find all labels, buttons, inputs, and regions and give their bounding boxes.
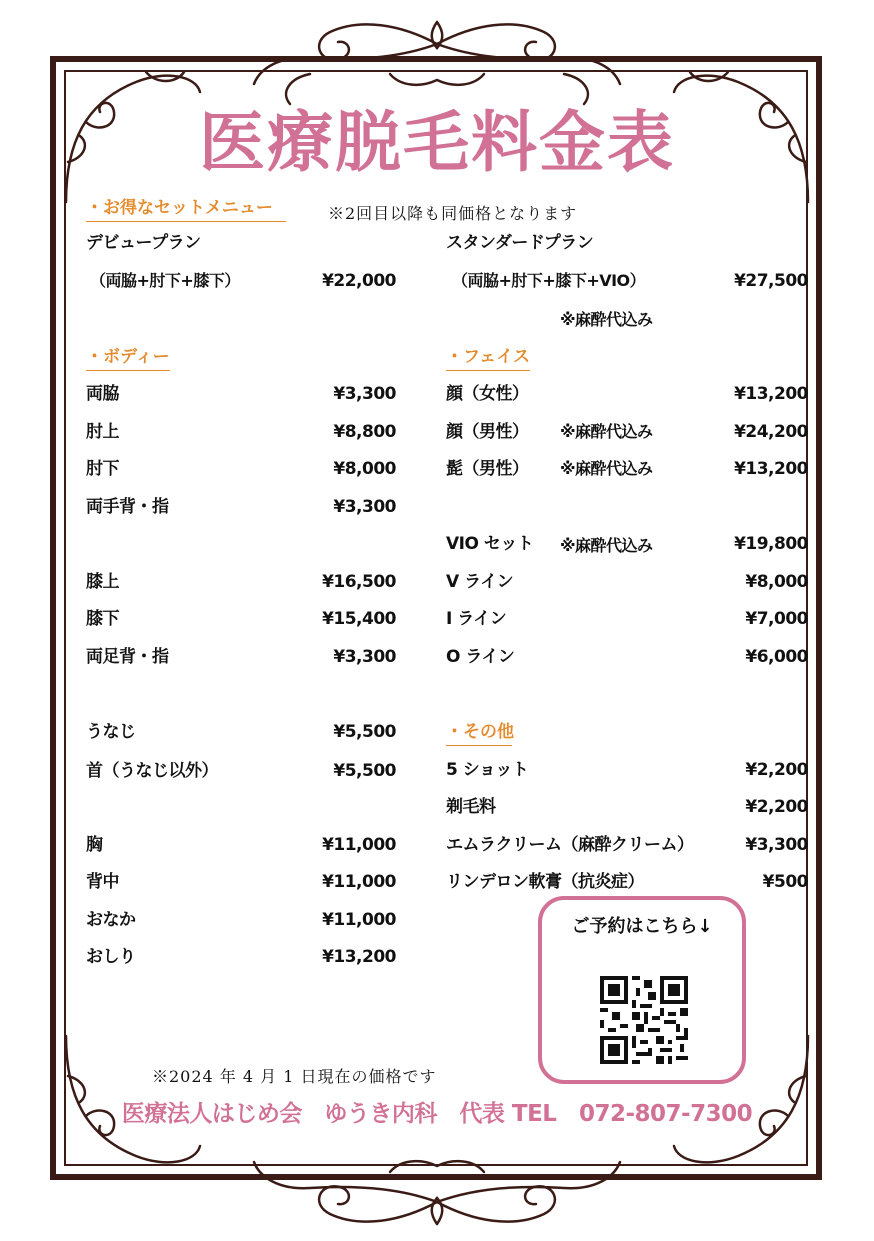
face-item-price: ¥6,000	[745, 647, 808, 667]
price-date-footnote: ※2024 年 4 月 1 日現在の価格です	[152, 1067, 437, 1086]
bottom-ornament	[250, 1132, 624, 1232]
set-debut-name: デビュープラン	[86, 233, 201, 253]
other-item-name: 剃毛料	[446, 797, 496, 817]
other-item-price: ¥2,200	[745, 797, 808, 817]
set-standard-price: ¥27,500	[734, 271, 808, 291]
set-standard-detail: （両脇+肘下+膝下+VIO）	[452, 271, 646, 290]
body-item-price: ¥5,500	[333, 761, 396, 781]
top-ornament	[250, 14, 624, 114]
qr-code-icon[interactable]	[600, 976, 688, 1064]
body-item-name: 肘下	[86, 459, 119, 479]
section-header-other: ・その他	[446, 721, 512, 746]
body-item-name: おしり	[86, 947, 136, 967]
face-item-price: ¥13,200	[734, 384, 808, 404]
reservation-label: ご予約はこちら↓	[571, 916, 713, 937]
body-item-price: ¥16,500	[322, 572, 396, 592]
body-item-price: ¥13,200	[322, 947, 396, 967]
body-item-name: うなじ	[86, 722, 136, 742]
set-debut-price: ¥22,000	[322, 271, 396, 291]
other-item-name: リンデロン軟膏（抗炎症）	[446, 872, 644, 892]
body-item-name: 両脇	[86, 384, 119, 404]
body-item-price: ¥8,800	[333, 422, 396, 442]
body-item-name: 首（うなじ以外）	[86, 761, 218, 781]
face-item-name: 顔（女性）	[446, 384, 529, 404]
body-item-name: 膝上	[86, 572, 119, 592]
set-menu-note: ※2回目以降も同価格となります	[328, 204, 578, 223]
face-item-note: ※麻酔代込み	[560, 536, 653, 555]
face-item-price: ¥8,000	[745, 572, 808, 592]
face-item-price: ¥7,000	[745, 609, 808, 629]
face-item-price: ¥19,800	[734, 534, 808, 554]
set-standard-note: ※麻酔代込み	[560, 310, 653, 329]
body-item-price: ¥11,000	[322, 872, 396, 892]
face-item-name: VIO セット	[446, 534, 534, 554]
face-item-price: ¥13,200	[734, 459, 808, 479]
section-header-body: ・ボディー	[86, 346, 170, 371]
body-item-price: ¥3,300	[333, 647, 396, 667]
face-item-name: O ライン	[446, 647, 515, 667]
body-item-name: 両足背・指	[86, 647, 169, 667]
body-item-name: おなか	[86, 910, 136, 930]
face-item-note: ※麻酔代込み	[560, 459, 653, 478]
body-item-name: 両手背・指	[86, 497, 169, 517]
clinic-contact-footer: 医療法人はじめ会 ゆうき内科 代表 TEL 072-807-7300	[121, 1101, 753, 1127]
face-item-name: I ライン	[446, 609, 507, 629]
section-header-set-menu: ・お得なセットメニュー	[86, 197, 286, 222]
body-item-name: 膝下	[86, 609, 119, 629]
body-item-name: 胸	[86, 835, 103, 855]
set-standard-name: スタンダードプラン	[446, 233, 594, 253]
other-item-name: エムラクリーム（麻酔クリーム）	[446, 835, 694, 855]
other-item-price: ¥500	[762, 872, 808, 892]
face-item-name: V ライン	[446, 572, 514, 592]
body-item-price: ¥11,000	[322, 835, 396, 855]
body-item-price: ¥8,000	[333, 459, 396, 479]
body-item-price: ¥15,400	[322, 609, 396, 629]
body-item-price: ¥5,500	[333, 722, 396, 742]
face-item-note: ※麻酔代込み	[560, 422, 653, 441]
body-item-name: 肘上	[86, 422, 119, 442]
body-item-name: 背中	[86, 872, 119, 892]
other-item-price: ¥3,300	[745, 835, 808, 855]
face-item-price: ¥24,200	[734, 422, 808, 442]
body-item-price: ¥11,000	[322, 910, 396, 930]
face-item-name: 髭（男性）	[446, 459, 529, 479]
set-debut-detail: （両脇+肘下+膝下）	[90, 271, 240, 290]
body-item-price: ¥3,300	[333, 384, 396, 404]
section-header-face: ・フェイス	[446, 346, 530, 371]
face-item-name: 顔（男性）	[446, 422, 529, 442]
other-item-name: 5 ショット	[446, 760, 529, 780]
other-item-price: ¥2,200	[745, 760, 808, 780]
page-title: 医療脱毛料金表	[199, 103, 675, 181]
body-item-price: ¥3,300	[333, 497, 396, 517]
